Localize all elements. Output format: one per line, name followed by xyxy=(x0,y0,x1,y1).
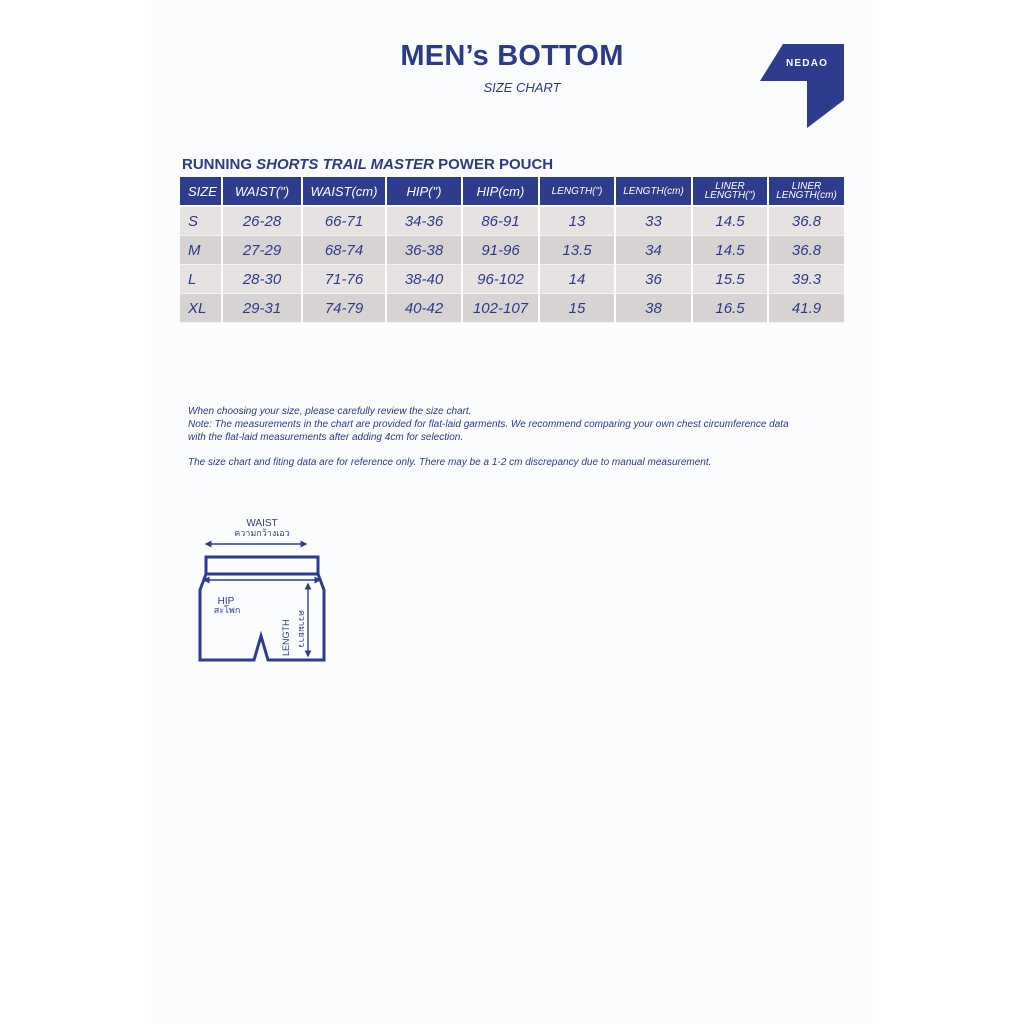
column-header-length-cm: LENGTH(cm) xyxy=(615,177,692,206)
table-cell: 91-96 xyxy=(462,236,539,265)
logo-text: NEDAO xyxy=(786,58,829,69)
table-cell: 34-36 xyxy=(386,206,462,236)
table-cell: 74-79 xyxy=(302,294,386,323)
table-cell: S xyxy=(180,206,222,236)
heading-suffix: POWER POUCH xyxy=(433,156,554,173)
table-cell: L xyxy=(180,265,222,294)
table-cell: 68-74 xyxy=(302,236,386,265)
table-cell: 102-107 xyxy=(462,294,539,323)
hip-thai-label: สะโพก xyxy=(213,606,241,616)
table-cell: 38 xyxy=(615,294,692,323)
note-line-3: The size chart and fiting data are for reference only. There may be a 1-2 cm discrepancy due to manual measurement. xyxy=(188,457,712,468)
length-thai-label: ความยาว xyxy=(296,610,306,648)
length-label: LENGTH xyxy=(281,619,291,656)
header-line-2: LENGTH(") xyxy=(704,190,756,201)
nedao-logo xyxy=(760,44,844,128)
table-cell: 36-38 xyxy=(386,236,462,265)
table-cell: 13 xyxy=(539,206,615,236)
chart-heading xyxy=(182,156,553,173)
table-cell: 39.3 xyxy=(768,265,844,294)
table-cell: 15.5 xyxy=(692,265,768,294)
table-cell: 14 xyxy=(539,265,615,294)
heading-prefix: RUNNING xyxy=(182,156,257,173)
column-header-liner-length-cm xyxy=(768,177,844,206)
table-row xyxy=(180,236,844,265)
table-cell: 36.8 xyxy=(768,206,844,236)
table-cell: 16.5 xyxy=(692,294,768,323)
header-line-1: LINER xyxy=(715,181,745,192)
size-notes xyxy=(188,405,808,469)
table-cell: 96-102 xyxy=(462,265,539,294)
table-row xyxy=(180,265,844,294)
column-header-hip-cm: HIP(cm) xyxy=(462,177,539,206)
column-header-liner-length-in xyxy=(692,177,768,206)
note-line-1: When choosing your size, please carefully review the size chart. xyxy=(188,406,472,417)
table-cell: 15 xyxy=(539,294,615,323)
table-cell: 71-76 xyxy=(302,265,386,294)
table-cell: 34 xyxy=(615,236,692,265)
waist-label: WAIST xyxy=(246,518,278,529)
table-cell: 27-29 xyxy=(222,236,302,265)
table-cell: 14.5 xyxy=(692,206,768,236)
shorts-measurement-diagram xyxy=(192,512,337,667)
table-cell: 29-31 xyxy=(222,294,302,323)
table-cell: 13.5 xyxy=(539,236,615,265)
size-chart-table xyxy=(180,177,844,323)
table-cell: 38-40 xyxy=(386,265,462,294)
table-cell: 14.5 xyxy=(692,236,768,265)
table-row xyxy=(180,206,844,236)
table-header-row xyxy=(180,177,844,206)
column-header-waist-in: WAIST(") xyxy=(222,177,302,206)
table-cell: 28-30 xyxy=(222,265,302,294)
page-title: MEN’s BOTTOM xyxy=(400,40,624,72)
page-subtitle: SIZE CHART xyxy=(483,80,561,95)
table-cell: 36.8 xyxy=(768,236,844,265)
column-header-size: SIZE xyxy=(180,177,222,206)
hip-label: HIP xyxy=(217,596,235,607)
note-line-2: Note: The measurements in the chart are provided for flat-laid garments. We recommend comparing your own chest circumference data with the flat-laid measurements after adding 4cm for selection. xyxy=(188,419,789,443)
table-cell: 26-28 xyxy=(222,206,302,236)
column-header-length-in: LENGTH(") xyxy=(539,177,615,206)
waistband-shape xyxy=(206,557,318,574)
table-cell: 86-91 xyxy=(462,206,539,236)
table-cell: M xyxy=(180,236,222,265)
header-line-1: LINER xyxy=(791,181,822,192)
header-line-2: LENGTH(cm) xyxy=(776,190,837,201)
waist-thai-label: ความกว้างเอว xyxy=(234,529,290,539)
heading-product: SHORTS TRAIL MASTER xyxy=(256,156,434,173)
column-header-waist-cm: WAIST(cm) xyxy=(302,177,386,206)
table-cell: XL xyxy=(180,294,222,323)
table-cell: 40-42 xyxy=(386,294,462,323)
table-cell: 41.9 xyxy=(768,294,844,323)
table-cell: 36 xyxy=(615,265,692,294)
table-row xyxy=(180,294,844,323)
column-header-hip-in: HIP(") xyxy=(386,177,462,206)
table-cell: 66-71 xyxy=(302,206,386,236)
table-cell: 33 xyxy=(615,206,692,236)
